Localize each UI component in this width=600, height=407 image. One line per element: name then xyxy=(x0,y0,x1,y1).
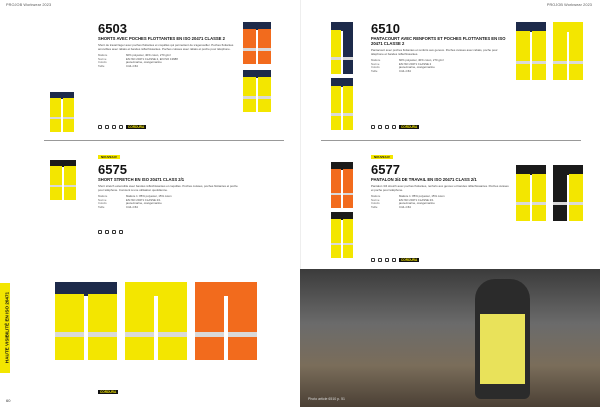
product-6503-image-yellow xyxy=(243,70,271,112)
product-specs: Matière Matière 1: 85% polyester, 15% coton Norme EN ISO 20471 CLASSE 2/1 Coloris jaune/marine, orange/marine Taille C44–C64 xyxy=(371,194,445,209)
care-icons xyxy=(98,230,123,234)
product-specs: Matière 60% polyester, 40% coton, 270 g/m² Norme EN ISO 20471 CLASSE 2 Coloris jaune/marine, orange/marine Taille C44–C64 xyxy=(371,58,444,73)
wash-icon xyxy=(371,125,375,129)
new-badge: NOUVEAU! xyxy=(98,155,120,159)
product-6510-image-main-navy xyxy=(516,22,546,80)
wash-icon xyxy=(98,230,102,234)
page-header-right: PROJOB Workwear 2023 xyxy=(546,3,592,7)
product-description: Short de travail léger avec poches flottantes et coquilles qui permettent de s'agenouiller. Poches flottantes amovibles avec rabats et bandes réfléchissantes. Poches cuisses avec rabats et poche pour téléphone. xyxy=(98,43,234,51)
product-number: 6510 xyxy=(371,21,400,36)
product-description: Pantalon 3/4 stretch avec poches flottantes, renforts aux genoux et bandes réfléchissantes. Poches cuisses et poche pour téléphone. xyxy=(371,184,509,192)
product-6575-image-small xyxy=(50,160,76,200)
dry-icon xyxy=(392,258,396,262)
dry-icon xyxy=(119,125,123,129)
page-number-left: 60 xyxy=(6,398,11,403)
product-6575 xyxy=(98,145,238,209)
photo-caption: Photo article 6510 p. 51 xyxy=(308,397,345,401)
product-6510-image-navy xyxy=(331,22,353,74)
lifestyle-photo xyxy=(300,269,600,407)
wash-icon xyxy=(98,125,102,129)
product-6577-image-orange xyxy=(331,162,353,208)
divider xyxy=(321,140,581,141)
side-label-left: HAUTE VISIBILITÉ EN ISO 20471 xyxy=(4,291,10,364)
bleach-icon xyxy=(378,258,382,262)
wash-icon xyxy=(371,258,375,262)
new-badge: NOUVEAU! xyxy=(371,155,393,159)
product-6503-image-orange xyxy=(243,22,271,64)
brand-row xyxy=(98,390,118,394)
product-6575-image-yellow xyxy=(125,282,187,360)
iron-icon xyxy=(112,125,116,129)
iron-icon xyxy=(385,258,389,262)
product-number: 6503 xyxy=(98,21,127,36)
cordura-logo: CORDURA xyxy=(401,258,418,262)
dry-icon xyxy=(119,230,123,234)
product-6577-image-yellow xyxy=(331,212,353,258)
product-specs: Matière 60% polyester, 40% coton, 270 g/m² Norme EN ISO 20471 CLASSE 2, EN ISO 13688 Coloris jaune/marine, orange/marine Taille C44–C64 xyxy=(98,53,178,68)
cordura-logo: CORDURA xyxy=(401,125,418,129)
product-6577-image-main-black xyxy=(553,165,583,221)
care-icons xyxy=(98,125,146,129)
product-title: PANTACOURT AVEC RENFORTS ET POCHES FLOTTANTES EN ISO 20471 CLASSE 2 xyxy=(371,36,506,46)
page-header-left: PROJOB Workwear 2023 xyxy=(6,3,52,7)
product-number: 6575 xyxy=(98,162,127,177)
product-description: Short stretch extensible avec bandes réfléchissantes et coquilles. Poches cuisses, poches flottantes et poche pour téléphone. Convient à une utilisation quotidienne. xyxy=(98,184,238,192)
worker-trousers xyxy=(480,314,525,384)
product-description: Pantacourt avec poches flottantes et renforts aux genoux. Poches cuisses avec rabats, poche pour téléphone et bandes réfléchissantes. xyxy=(371,48,498,56)
care-icons xyxy=(371,258,419,262)
bleach-icon xyxy=(105,125,109,129)
product-6575-image-orange xyxy=(195,282,257,360)
product-number: 6577 xyxy=(371,162,400,177)
product-title: PANTALON 3/4 DE TRAVAIL EN ISO 20471 CLASS 2/1 xyxy=(371,177,477,182)
product-6577 xyxy=(371,145,511,209)
product-6575-image-yellow-navy xyxy=(55,282,117,360)
iron-icon xyxy=(385,125,389,129)
product-6510-image-yellow xyxy=(331,78,353,130)
dry-icon xyxy=(392,125,396,129)
product-specs: Matière Matière 1: 85% polyester, 15% coton Norme EN ISO 20471 CLASSE 2/1 Coloris jaune/marine, orange/marine Taille C44–C64 xyxy=(98,194,172,209)
cordura-logo: CORDURA xyxy=(128,125,145,129)
bleach-icon xyxy=(105,230,109,234)
product-6510 xyxy=(371,22,511,73)
iron-icon xyxy=(112,230,116,234)
divider xyxy=(44,140,284,141)
product-6577-image-main-yellow xyxy=(516,165,546,221)
product-6510-image-main-yellow xyxy=(553,22,583,80)
bleach-icon xyxy=(378,125,382,129)
cordura-logo: CORDURA xyxy=(100,390,117,394)
product-title: SHORTS AVEC POCHES FLOTTANTES EN ISO 20471 CLASSE 2 xyxy=(98,36,225,41)
care-icons xyxy=(371,125,419,129)
product-6503-image-back xyxy=(50,92,74,132)
product-title: SHORT STRETCH EN ISO 20471 CLASS 2/1 xyxy=(98,177,185,182)
product-6503 xyxy=(98,22,238,68)
